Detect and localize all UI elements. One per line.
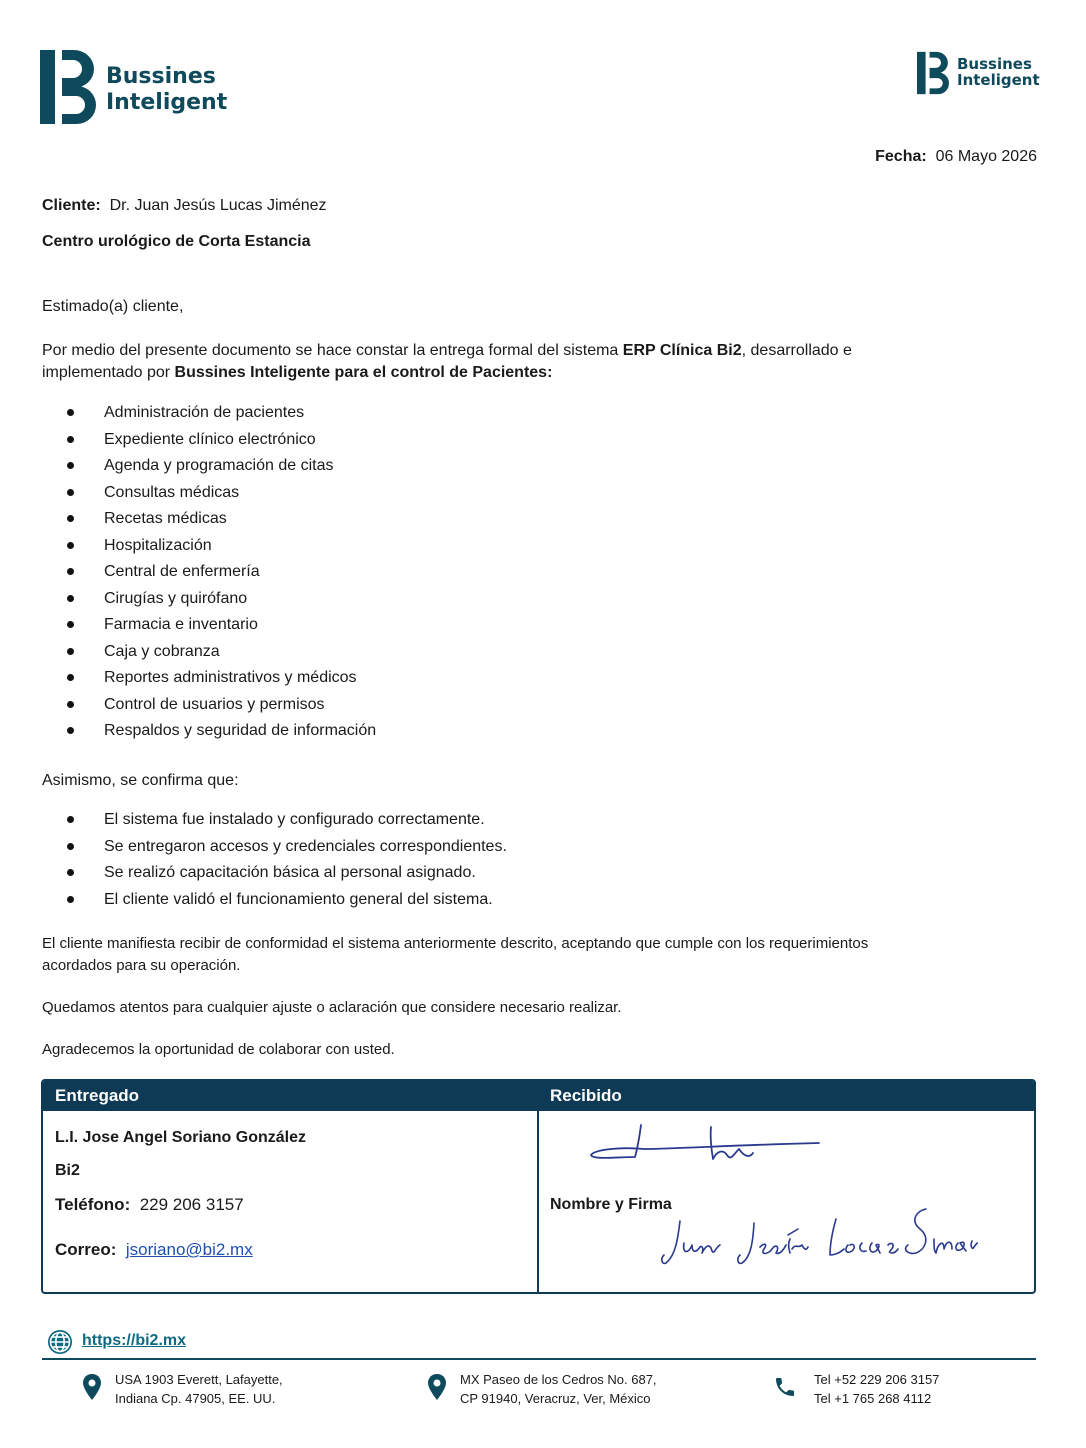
system-name: ERP Clínica Bi2 xyxy=(622,342,742,359)
usa-address-line-1: USA 1903 Everett, Lafayette, xyxy=(115,1372,283,1387)
phone-value: 229 206 3157 xyxy=(139,1195,244,1214)
confirm-intro: Asimismo, se confirma que: xyxy=(42,772,239,789)
list-item-label: Farmacia e inventario xyxy=(104,616,258,633)
email-line xyxy=(55,1239,253,1261)
list-item-label: El cliente validó el funcionamiento general del sistema. xyxy=(104,890,493,908)
bullet-icon xyxy=(67,648,74,655)
intro-text-3: implementado por xyxy=(42,364,175,381)
bullet-icon xyxy=(67,542,74,549)
signature-table xyxy=(41,1079,1036,1294)
list-item-label: Recetas médicas xyxy=(104,510,227,527)
delivered-company xyxy=(55,1160,80,1182)
bullet-icon xyxy=(67,568,74,575)
list-item-label: Caja y cobranza xyxy=(104,642,220,660)
conformity-line-1: El cliente manifiesta recibir de conformidad el sistema anteriormente descrito, aceptando que cumple con los requerimientos xyxy=(42,935,869,952)
bullet-icon xyxy=(67,701,74,708)
company-name-small-line2: Inteligent xyxy=(957,71,1040,89)
email-link[interactable]: jsoriano@bi2.mx xyxy=(125,1240,253,1259)
date-line xyxy=(875,146,1037,168)
list-item-label: Administración de pacientes xyxy=(104,404,305,421)
phone-numbers xyxy=(814,1370,939,1408)
closing-line-2: Agradecemos la oportunidad de colaborar con usted. xyxy=(42,1041,395,1058)
name-sign-label xyxy=(550,1194,672,1216)
usa-address-line-2: Indiana Cp. 47905, EE. UU. xyxy=(115,1391,276,1406)
delivered-company-text: Bi2 xyxy=(55,1162,80,1179)
list-item-label: Respaldos y seguridad de información xyxy=(104,722,377,739)
company-purpose: Bussines Inteligente para el control de Pacientes: xyxy=(174,364,553,381)
client-line xyxy=(42,195,327,217)
handwritten-name xyxy=(658,1197,978,1277)
bullet-icon xyxy=(67,727,74,734)
mx-address xyxy=(460,1370,657,1408)
company-name-line2: Inteligent xyxy=(106,90,228,115)
globe-icon xyxy=(46,1328,74,1356)
conformity-paragraph xyxy=(42,933,1042,977)
intro-text-1: Por medio del presente documento se hace constar la entrega formal del sistema xyxy=(42,342,623,359)
bullet-icon xyxy=(67,621,74,628)
bullet-icon xyxy=(67,489,74,496)
mx-address-line-2: CP 91940, Veracruz, Ver, México xyxy=(460,1391,651,1406)
list-item-label: Hospitalización xyxy=(104,536,212,554)
website-link[interactable]: https://bi2.mx xyxy=(82,1332,187,1349)
company-logo-small xyxy=(917,51,1057,101)
company-name-small-line1: Bussines xyxy=(957,55,1032,73)
greeting: Estimado(a) cliente, xyxy=(42,298,184,315)
name-sign-label-text: Nombre y Firma xyxy=(550,1196,672,1213)
location-pin-icon xyxy=(82,1373,102,1401)
phone-number-2: Tel +1 765 268 4112 xyxy=(814,1391,932,1406)
client-organization-text: Centro urológico de Corta Estancia xyxy=(42,233,311,250)
date-value: 06 Mayo 2026 xyxy=(935,148,1037,165)
list-item-label: El sistema fue instalado y configurado correctamente. xyxy=(104,811,485,828)
bullet-icon xyxy=(67,436,74,443)
bullet-icon xyxy=(67,843,74,850)
intro-paragraph xyxy=(42,340,1042,384)
email-label: Correo: xyxy=(55,1240,117,1259)
list-item-label: Reportes administrativos y médicos xyxy=(104,669,357,686)
bullet-icon xyxy=(67,896,74,903)
list-item-label: Expediente clínico electrónico xyxy=(104,430,316,448)
list-item-label: Cirugías y quirófano xyxy=(104,589,248,607)
phone-line xyxy=(55,1194,244,1216)
bullet-icon xyxy=(67,674,74,681)
client-organization xyxy=(42,231,310,253)
bullet-icon xyxy=(67,816,74,823)
delivered-name xyxy=(55,1127,306,1149)
usa-address xyxy=(115,1370,283,1408)
bullet-icon xyxy=(67,409,74,416)
delivered-title: Entregado xyxy=(55,1086,140,1105)
location-pin-icon xyxy=(427,1373,447,1401)
company-name-line1: Bussines xyxy=(106,64,216,89)
company-logo xyxy=(40,50,240,130)
company-logo-small-mark xyxy=(917,51,949,95)
mx-address-line-1: MX Paseo de los Cedros No. 687, xyxy=(460,1372,657,1387)
footer-divider xyxy=(42,1358,1036,1360)
delivered-name-text: L.I. Jose Angel Soriano González xyxy=(55,1129,307,1146)
list-item-label: Se entregaron accesos y credenciales correspondientes. xyxy=(104,837,507,855)
bullet-icon xyxy=(67,595,74,602)
received-title: Recibido xyxy=(550,1086,622,1105)
closing-line-1: Quedamos atentos para cualquier ajuste o aclaración que considere necesario realizar. xyxy=(42,999,622,1016)
list-item-label: Se realizó capacitación básica al personal asignado. xyxy=(104,864,476,881)
bullet-icon xyxy=(67,515,74,522)
client-name: Dr. Juan Jesús Lucas Jiménez xyxy=(109,197,327,214)
list-item-label: Control de usuarios y permisos xyxy=(104,695,325,713)
phone-number-1: Tel +52 229 206 3157 xyxy=(814,1372,940,1387)
list-item-label: Central de enfermería xyxy=(104,563,260,580)
company-logo-mark xyxy=(40,50,96,124)
client-label: Cliente: xyxy=(42,197,101,214)
signature-scribble xyxy=(583,1115,823,1175)
bullet-icon xyxy=(67,869,74,876)
date-label: Fecha: xyxy=(875,148,927,165)
phone-label: Teléfono: xyxy=(55,1195,131,1214)
signature-table-divider xyxy=(537,1081,539,1292)
conformity-line-2: acordados para su operación. xyxy=(42,957,241,974)
intro-text-2: , desarrollado e xyxy=(741,342,852,359)
list-item-label: Agenda y programación de citas xyxy=(104,457,334,474)
bullet-icon xyxy=(67,462,74,469)
list-item-label: Consultas médicas xyxy=(104,483,240,501)
phone-icon xyxy=(773,1375,797,1399)
